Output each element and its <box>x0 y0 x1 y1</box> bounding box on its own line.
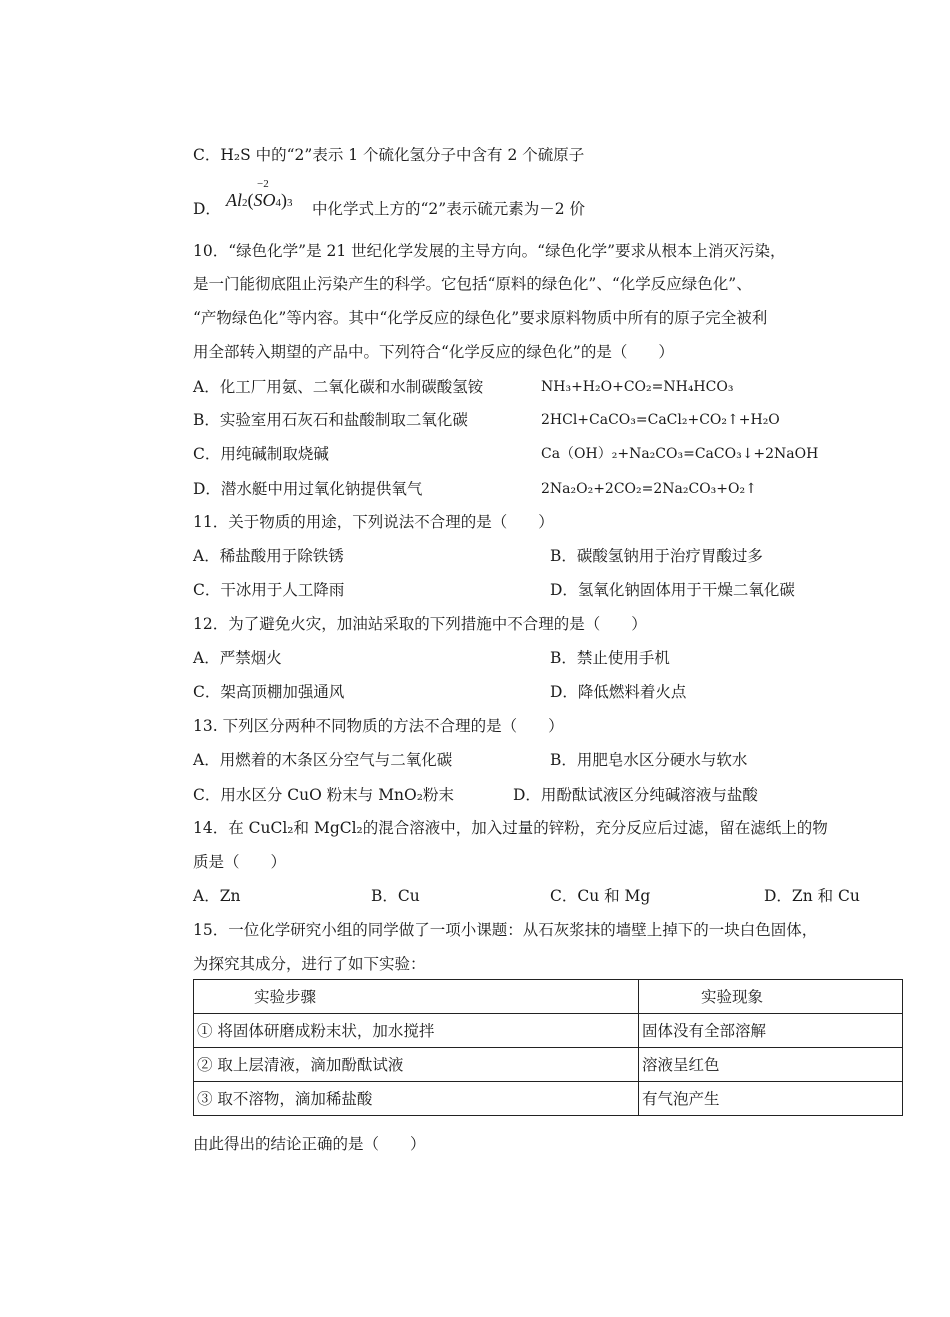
formula-sub-3: 3 <box>287 197 293 209</box>
phenomenon-cell: 溶液呈红色 <box>639 1048 903 1082</box>
q10-option-b: B．实验室用石灰石和盐酸制取二氧化碳 <box>193 411 468 429</box>
q11-option-a: A．稀盐酸用于除铁锈 <box>193 547 344 565</box>
phenomenon-cell: 有气泡产生 <box>639 1082 903 1116</box>
q12-option-c: C．架高顶棚加强通风 <box>193 683 345 701</box>
step-cell: ① 将固体研磨成粉末状，加水搅拌 <box>194 1014 639 1048</box>
header-experiment-steps: 实验步骤 <box>194 980 639 1014</box>
q14-option-d: D．Zn 和 Cu <box>764 887 860 905</box>
q10-stem-line-3: “产物绿色化”等内容。其中“化学反应的绿色化”要求原料物质中所有的原子完全被利 <box>193 309 768 327</box>
q11-stem: 11．关于物质的用途，下列说法不合理的是（ ） <box>193 513 554 531</box>
phenomenon-cell: 固体没有全部溶解 <box>639 1014 903 1048</box>
formula-so: SO <box>253 190 276 210</box>
q10-option-c-equation: Ca（OH）₂+Na₂CO₃=CaCO₃↓+2NaOH <box>541 446 819 462</box>
q10-option-d-equation: 2Na₂O₂+2CO₂=2Na₂CO₃+O₂↑ <box>541 481 757 497</box>
table-header-row <box>194 980 903 1014</box>
q10-stem-line-1: 10．“绿色化学”是 21 世纪化学发展的主导方向。“绿色化学”要求从根本上消灭污染， <box>193 242 786 260</box>
q10-option-a-equation: NH₃+H₂O+CO₂=NH₄HCO₃ <box>541 379 734 395</box>
q11-option-c: C．干冰用于人工降雨 <box>193 581 345 599</box>
formula-lparen: ( <box>247 190 254 210</box>
header-experiment-phenomena: 实验现象 <box>639 980 903 1014</box>
q15-stem-line-1: 15．一位化学研究小组的同学做了一项小课题：从石灰浆抹的墙壁上掉下的一块白色固体， <box>193 921 818 939</box>
experiment-table <box>193 979 903 1116</box>
aluminium-sulfate-formula <box>226 178 293 211</box>
q14-option-a: A．Zn <box>193 887 241 905</box>
q10-stem-line-4: 用全部转入期望的产品中。下列符合“化学反应的绿色化”的是（ ） <box>193 343 674 361</box>
table-row <box>194 1048 903 1082</box>
q12-option-a: A．严禁烟火 <box>193 649 282 667</box>
q10-option-a: A．化工厂用氨、二氧化碳和水制碳酸氢铵 <box>193 378 484 396</box>
q9-option-c: C．H₂S 中的“2”表示 1 个硫化氢分子中含有 2 个硫原子 <box>193 146 585 164</box>
q14-stem-line-2: 质是（ ） <box>193 853 287 871</box>
q13-option-c: C．用水区分 CuO 粉末与 MnO₂粉末 <box>193 786 454 804</box>
q9-option-d-label: D． <box>193 200 221 218</box>
formula-charge-mark: −2 <box>257 178 269 190</box>
table-row <box>194 1014 903 1048</box>
q12-option-d: D．降低燃料着火点 <box>550 683 687 701</box>
q12-option-b: B．禁止使用手机 <box>550 649 670 667</box>
q10-stem-line-2: 是一门能彻底阻止污染产生的科学。它包括“原料的绿色化”、“化学反应绿色化”、 <box>193 275 752 293</box>
q15-stem-line-2: 为探究其成分，进行了如下实验： <box>193 955 426 973</box>
formula-rparen: ) <box>281 190 287 210</box>
q10-option-c: C．用纯碱制取烧碱 <box>193 445 329 463</box>
q10-option-d: D．潜水艇中用过氧化钠提供氧气 <box>193 480 423 498</box>
formula-sub-2: 2 <box>242 197 248 209</box>
q10-option-b-equation: 2HCl+CaCO₃=CaCl₂+CO₂↑+H₂O <box>541 412 780 428</box>
formula-al: Al <box>226 190 242 210</box>
q13-option-a: A．用燃着的木条区分空气与二氧化碳 <box>193 751 453 769</box>
formula-sub-4: 4 <box>275 197 281 209</box>
q14-option-c: C．Cu 和 Mg <box>550 887 651 905</box>
q14-option-b: B．Cu <box>371 887 420 905</box>
q11-option-d: D．氢氧化钠固体用于干燥二氧化碳 <box>550 581 795 599</box>
step-cell: ② 取上层清液，滴加酚酞试液 <box>194 1048 639 1082</box>
q12-stem: 12．为了避免火灾，加油站采取的下列措施中不合理的是（ ） <box>193 615 647 633</box>
q11-option-b: B．碳酸氢钠用于治疗胃酸过多 <box>550 547 763 565</box>
table-row <box>194 1082 903 1116</box>
q14-stem-line-1: 14．在 CuCl₂和 MgCl₂的混合溶液中，加入过量的锌粉，充分反应后过滤，留在滤纸上的物 <box>193 819 828 837</box>
q9-option-d-text: 中化学式上方的“2”表示硫元素为－2 价 <box>312 200 585 218</box>
q15-conclusion-prompt: 由此得出的结论正确的是（ ） <box>193 1135 426 1153</box>
q13-option-d: D．用酚酞试液区分纯碱溶液与盐酸 <box>513 786 758 804</box>
q13-stem: 13. 下列区分两种不同物质的方法不合理的是（ ） <box>193 717 564 735</box>
q13-option-b: B．用肥皂水区分硬水与软水 <box>550 751 748 769</box>
step-cell: ③ 取不溶物，滴加稀盐酸 <box>194 1082 639 1116</box>
